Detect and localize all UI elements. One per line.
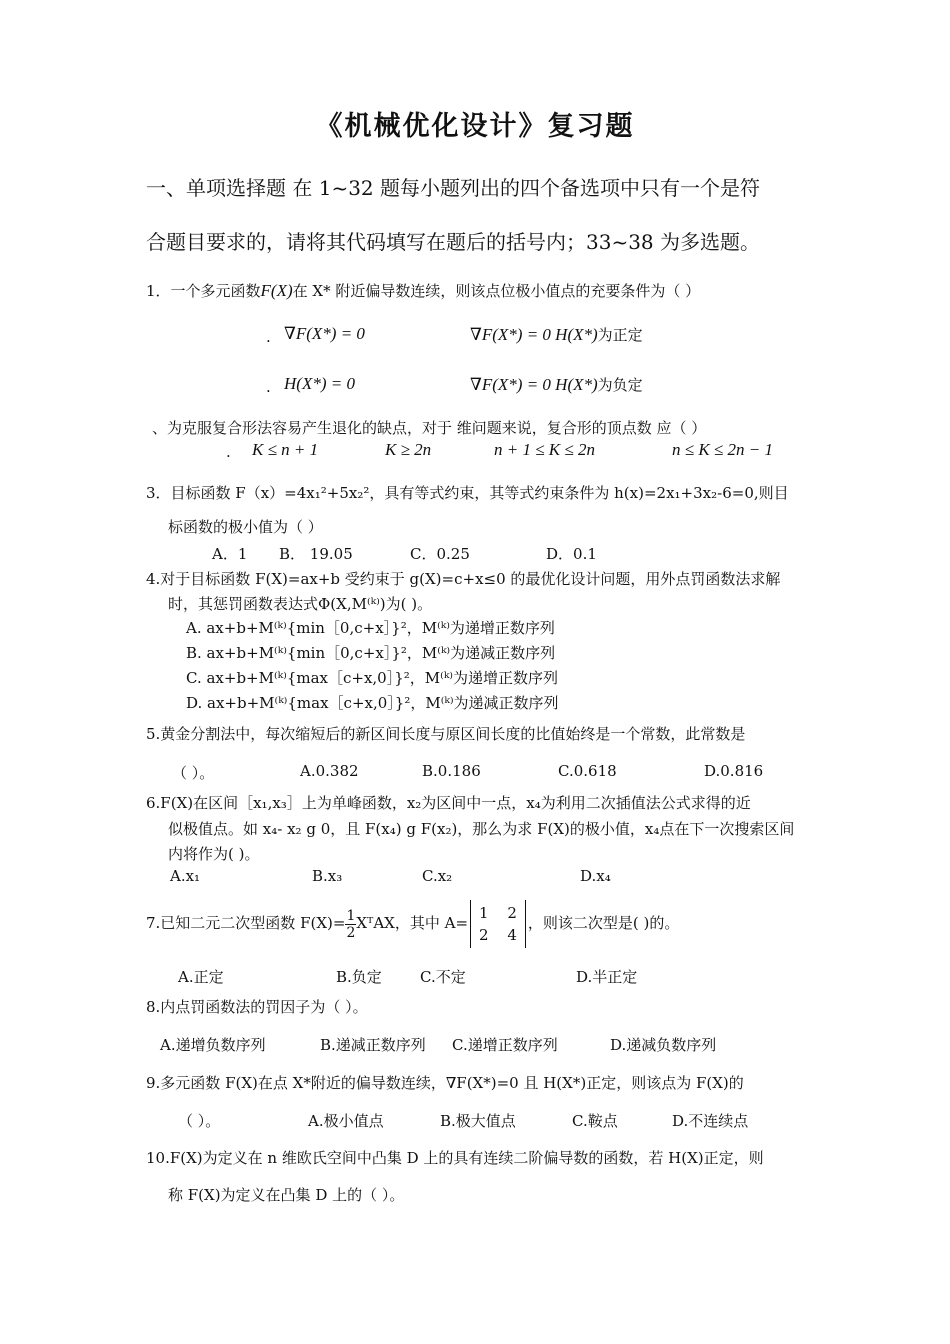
q6-line-3: 内将作为( )。 bbox=[168, 845, 260, 863]
section-intro-line-2: 合题目要求的，请将其代码填写在题后的括号内；33~38 为多选题。 bbox=[146, 230, 761, 254]
q3-line-2: 标函数的极小值为（ ） bbox=[168, 518, 323, 536]
q3-option-a: A．1 bbox=[212, 545, 248, 563]
q1-option-b-formula: ∇F(X*) = 0 H(X*) bbox=[470, 325, 598, 344]
q6-option-c: C.x₂ bbox=[422, 867, 453, 885]
q6-line-1: 6.F(X)在区间［x₁,x₃］上为单峰函数，x₂为区间中一点，x₄为利用二次插值法公式求得的近 bbox=[146, 794, 751, 812]
q2-stem: 、为克服复合形法容易产生退化的缺点，对于 维问题来说，复合形的顶点数 应（ ） bbox=[152, 419, 707, 437]
q2-option-a: K ≤ n + 1 bbox=[252, 440, 319, 459]
q1-stem-fx: F(X) bbox=[260, 281, 293, 300]
q7-option-a: A.正定 bbox=[178, 968, 224, 986]
q4-option-d: D. ax+b+M⁽ᵏ⁾{max［c+x,0］}²，M⁽ᵏ⁾为递减正数序列 bbox=[186, 694, 559, 712]
q4-line-2: 时，其惩罚函数表达式Φ(X,M⁽ᵏ⁾)为( )。 bbox=[168, 595, 433, 613]
q5-option-a: A.0.382 bbox=[300, 762, 359, 780]
q1-option-b-tail: 为正定 bbox=[597, 328, 643, 344]
q5-line-1: 5.黄金分割法中，每次缩短后的新区间长度与原区间长度的比值始终是一个常数，此常数是 bbox=[146, 725, 746, 743]
section-intro-line-1: 一、单项选择题 在 1~32 题每小题列出的四个备选项中只有一个是符 bbox=[146, 176, 761, 200]
q6-option-a: A.x₁ bbox=[170, 867, 201, 885]
q9-answer-paren: （ ）。 bbox=[178, 1112, 221, 1130]
q8-option-c: C.递增正数序列 bbox=[452, 1036, 558, 1054]
q9-option-c: C.鞍点 bbox=[572, 1112, 618, 1130]
q7-matrix bbox=[470, 900, 526, 948]
q3-option-d: D．0.1 bbox=[546, 545, 597, 563]
q7-stem-mid: XᵀAX，其中 A= bbox=[356, 914, 469, 932]
q2-option-dot: . bbox=[226, 443, 231, 461]
q4-option-a: A. ax+b+M⁽ᵏ⁾{min［0,c+x］}²，M⁽ᵏ⁾为递增正数序列 bbox=[186, 619, 555, 637]
q2-option-c: n + 1 ≤ K ≤ 2n bbox=[494, 440, 595, 459]
q1-option-a-dot: . bbox=[266, 328, 271, 346]
q7-fraction-numerator: 1 bbox=[346, 907, 356, 924]
q9-option-b: B.极大值点 bbox=[440, 1112, 516, 1130]
q10-line-2: 称 F(X)为定义在凸集 D 上的（ ）。 bbox=[168, 1186, 405, 1204]
q1-option-d-tail: 为负定 bbox=[597, 378, 643, 394]
q6-option-b: B.x₃ bbox=[312, 867, 343, 885]
q10-line-1: 10.F(X)为定义在 n 维欧氏空间中凸集 D 上的具有连续二阶偏导数的函数，若 H(X)正定，则 bbox=[146, 1149, 764, 1167]
q7-fraction bbox=[345, 908, 356, 941]
q4-line-1: 4.对于目标函数 F(X)=ax+b 受约束于 g(X)=c+x≤0 的最优化设计问题，用外点罚函数法求解 bbox=[146, 570, 781, 588]
q9-option-d: D.不连续点 bbox=[672, 1112, 749, 1130]
q2-option-d: n ≤ K ≤ 2n − 1 bbox=[672, 440, 773, 459]
q5-option-d: D.0.816 bbox=[704, 762, 764, 780]
q7-option-b: B.负定 bbox=[336, 968, 382, 986]
page-title: 《机械优化设计》复习题 bbox=[315, 111, 635, 142]
q4-option-c: C. ax+b+M⁽ᵏ⁾{max［c+x,0］}²，M⁽ᵏ⁾为递增正数序列 bbox=[186, 669, 558, 687]
q5-answer-paren: （ ）。 bbox=[172, 764, 215, 782]
q1-option-a: ∇F(X*) = 0 bbox=[284, 324, 365, 343]
q7-option-d: D.半正定 bbox=[576, 968, 638, 986]
q7-matrix-row-2: 2 4 bbox=[479, 926, 517, 944]
q1-stem-tail: 在 X* 附近偏导数连续，则该点位极小值点的充要条件为（ ） bbox=[292, 282, 701, 300]
q7-stem-tail: ，则该二次型是( )的。 bbox=[527, 914, 680, 932]
q1-option-c-dot: . bbox=[266, 378, 271, 396]
q4-option-b: B. ax+b+M⁽ᵏ⁾{min［0,c+x］}²，M⁽ᵏ⁾为递减正数序列 bbox=[186, 644, 556, 662]
q7-matrix-row-1: 1 2 bbox=[479, 904, 517, 922]
q3-option-b: B． 19.05 bbox=[279, 545, 353, 563]
q8-option-a: A.递增负数序列 bbox=[160, 1036, 266, 1054]
q5-option-c: C.0.618 bbox=[558, 762, 617, 780]
q8-option-b: B.递减正数序列 bbox=[320, 1036, 426, 1054]
q3-option-c: C．0.25 bbox=[410, 545, 470, 563]
q1-option-c: H(X*) = 0 bbox=[284, 374, 355, 393]
q7-fraction-denominator: 2 bbox=[346, 924, 356, 941]
q6-option-d: D.x₄ bbox=[580, 867, 611, 885]
q9-option-a: A.极小值点 bbox=[308, 1112, 384, 1130]
q1-option-d bbox=[470, 374, 643, 395]
q3-line-1: 3．目标函数 F（x）=4x₁²+5x₂²，具有等式约束，其等式约束条件为 h(x)=2x₁+3x₂-6=0,则目 bbox=[146, 484, 789, 502]
q8-line-1: 8.内点罚函数法的罚因子为（ ）。 bbox=[146, 998, 368, 1016]
q2-option-b: K ≥ 2n bbox=[385, 440, 432, 459]
q7-stem bbox=[146, 900, 679, 948]
q1-option-b bbox=[470, 324, 643, 345]
q6-line-2: 似极值点。如 x₄- x₂ g 0，且 F(x₄) g F(x₂)，那么为求 F(X)的极小值，x₄点在下一次搜索区间 bbox=[168, 820, 795, 838]
q5-option-b: B.0.186 bbox=[422, 762, 481, 780]
q9-line-1: 9.多元函数 F(X)在点 X*附近的偏导数连续，∇F(X*)=0 且 H(X*)正定，则该点为 F(X)的 bbox=[146, 1074, 744, 1092]
q8-option-d: D.递减负数序列 bbox=[610, 1036, 717, 1054]
q1-option-d-formula: ∇F(X*) = 0 H(X*) bbox=[470, 375, 598, 394]
q1-stem bbox=[146, 280, 700, 301]
q1-stem-lead: 1．一个多元函数 bbox=[146, 282, 261, 300]
q7-stem-lead: 7.已知二元二次型函数 F(X)= bbox=[146, 914, 346, 932]
q7-option-c: C.不定 bbox=[420, 968, 466, 986]
